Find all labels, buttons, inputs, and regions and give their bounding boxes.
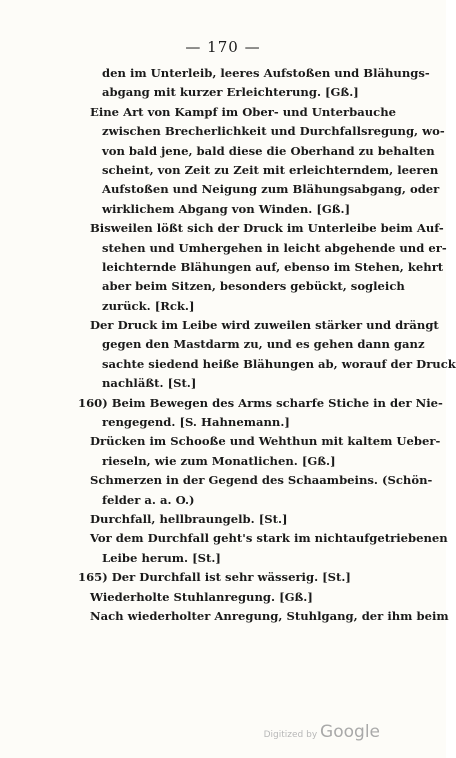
text-line: Bisweilen lößt sich der Druck im Unterleibe beim Auf- — [90, 221, 444, 236]
text-line: rengegend. [S. Hahnemann.] — [102, 415, 290, 430]
text-line: leichternde Blähungen auf, ebenso im Stehen, kehrt — [102, 259, 444, 274]
text-line: gegen den Mastdarm zu, und es gehen dann ganz — [102, 337, 425, 352]
text-line: Eine Art von Kampf im Ober- und Unterbauche — [90, 104, 397, 119]
page-body — [78, 64, 456, 626]
text-line: Wiederholte Stuhlanregung. [Gß.] — [90, 589, 313, 604]
text-line: abgang mit kurzer Erleichterung. [Gß.] — [102, 85, 359, 100]
text-line: den im Unterleib, leeres Aufstoßen und Blähungs- — [102, 66, 430, 80]
text-line: von bald jene, bald diese die Oberhand zu behalten — [102, 143, 435, 158]
text-line: Nach wiederholter Anregung, Stuhlgang, der ihm beim — [90, 608, 449, 623]
text-line: zwischen Brecherlichkeit und Durchfallsregung, wo- — [102, 124, 445, 139]
text-line: felder a. a. O.) — [102, 492, 195, 507]
text-line: rieseln, wie zum Monatlichen. [Gß.] — [102, 453, 336, 468]
google-logo: Google — [320, 722, 380, 742]
text-line: zurück. [Rck.] — [102, 298, 195, 313]
watermark-prefix: Digitized by — [263, 730, 318, 740]
text-line: aber beim Sitzen, besonders gebückt, sogleich — [102, 279, 405, 294]
page-number: — 170 — — [185, 38, 261, 56]
text-line: Leibe herum. [St.] — [102, 550, 221, 565]
text-line: Aufstoßen und Neigung zum Blähungsabgang, oder — [102, 182, 440, 197]
text-line: Der Druck im Leibe wird zuweilen stärker und drängt — [90, 318, 439, 333]
text-line: 160) Beim Bewegen des Arms scharfe Stiche in der Nie- — [78, 395, 443, 410]
text-line: Durchfall, hellbraungelb. [St.] — [90, 511, 288, 526]
text-line: sachte siedend heiße Blähungen ab, worauf der Druck — [102, 356, 456, 371]
text-line: Drücken im Schooße und Wehthun mit kaltem Ueber- — [90, 434, 441, 449]
text-line: nachläßt. [St.] — [102, 376, 197, 391]
text-line: wirklichem Abgang von Winden. [Gß.] — [102, 201, 351, 216]
text-line: 165) Der Durchfall ist sehr wässerig. [St.] — [78, 570, 351, 585]
text-line: stehen und Umhergehen in leicht abgehende und er- — [102, 240, 447, 255]
text-line: Vor dem Durchfall geht's stark im nichtaufgetriebenen — [90, 531, 448, 546]
google-watermark — [264, 722, 380, 742]
text-line: Schmerzen in der Gegend des Schaambeins. (Schön- — [90, 473, 433, 488]
text-line: scheint, von Zeit zu Zeit mit erleichterndem, leeren — [102, 162, 439, 177]
